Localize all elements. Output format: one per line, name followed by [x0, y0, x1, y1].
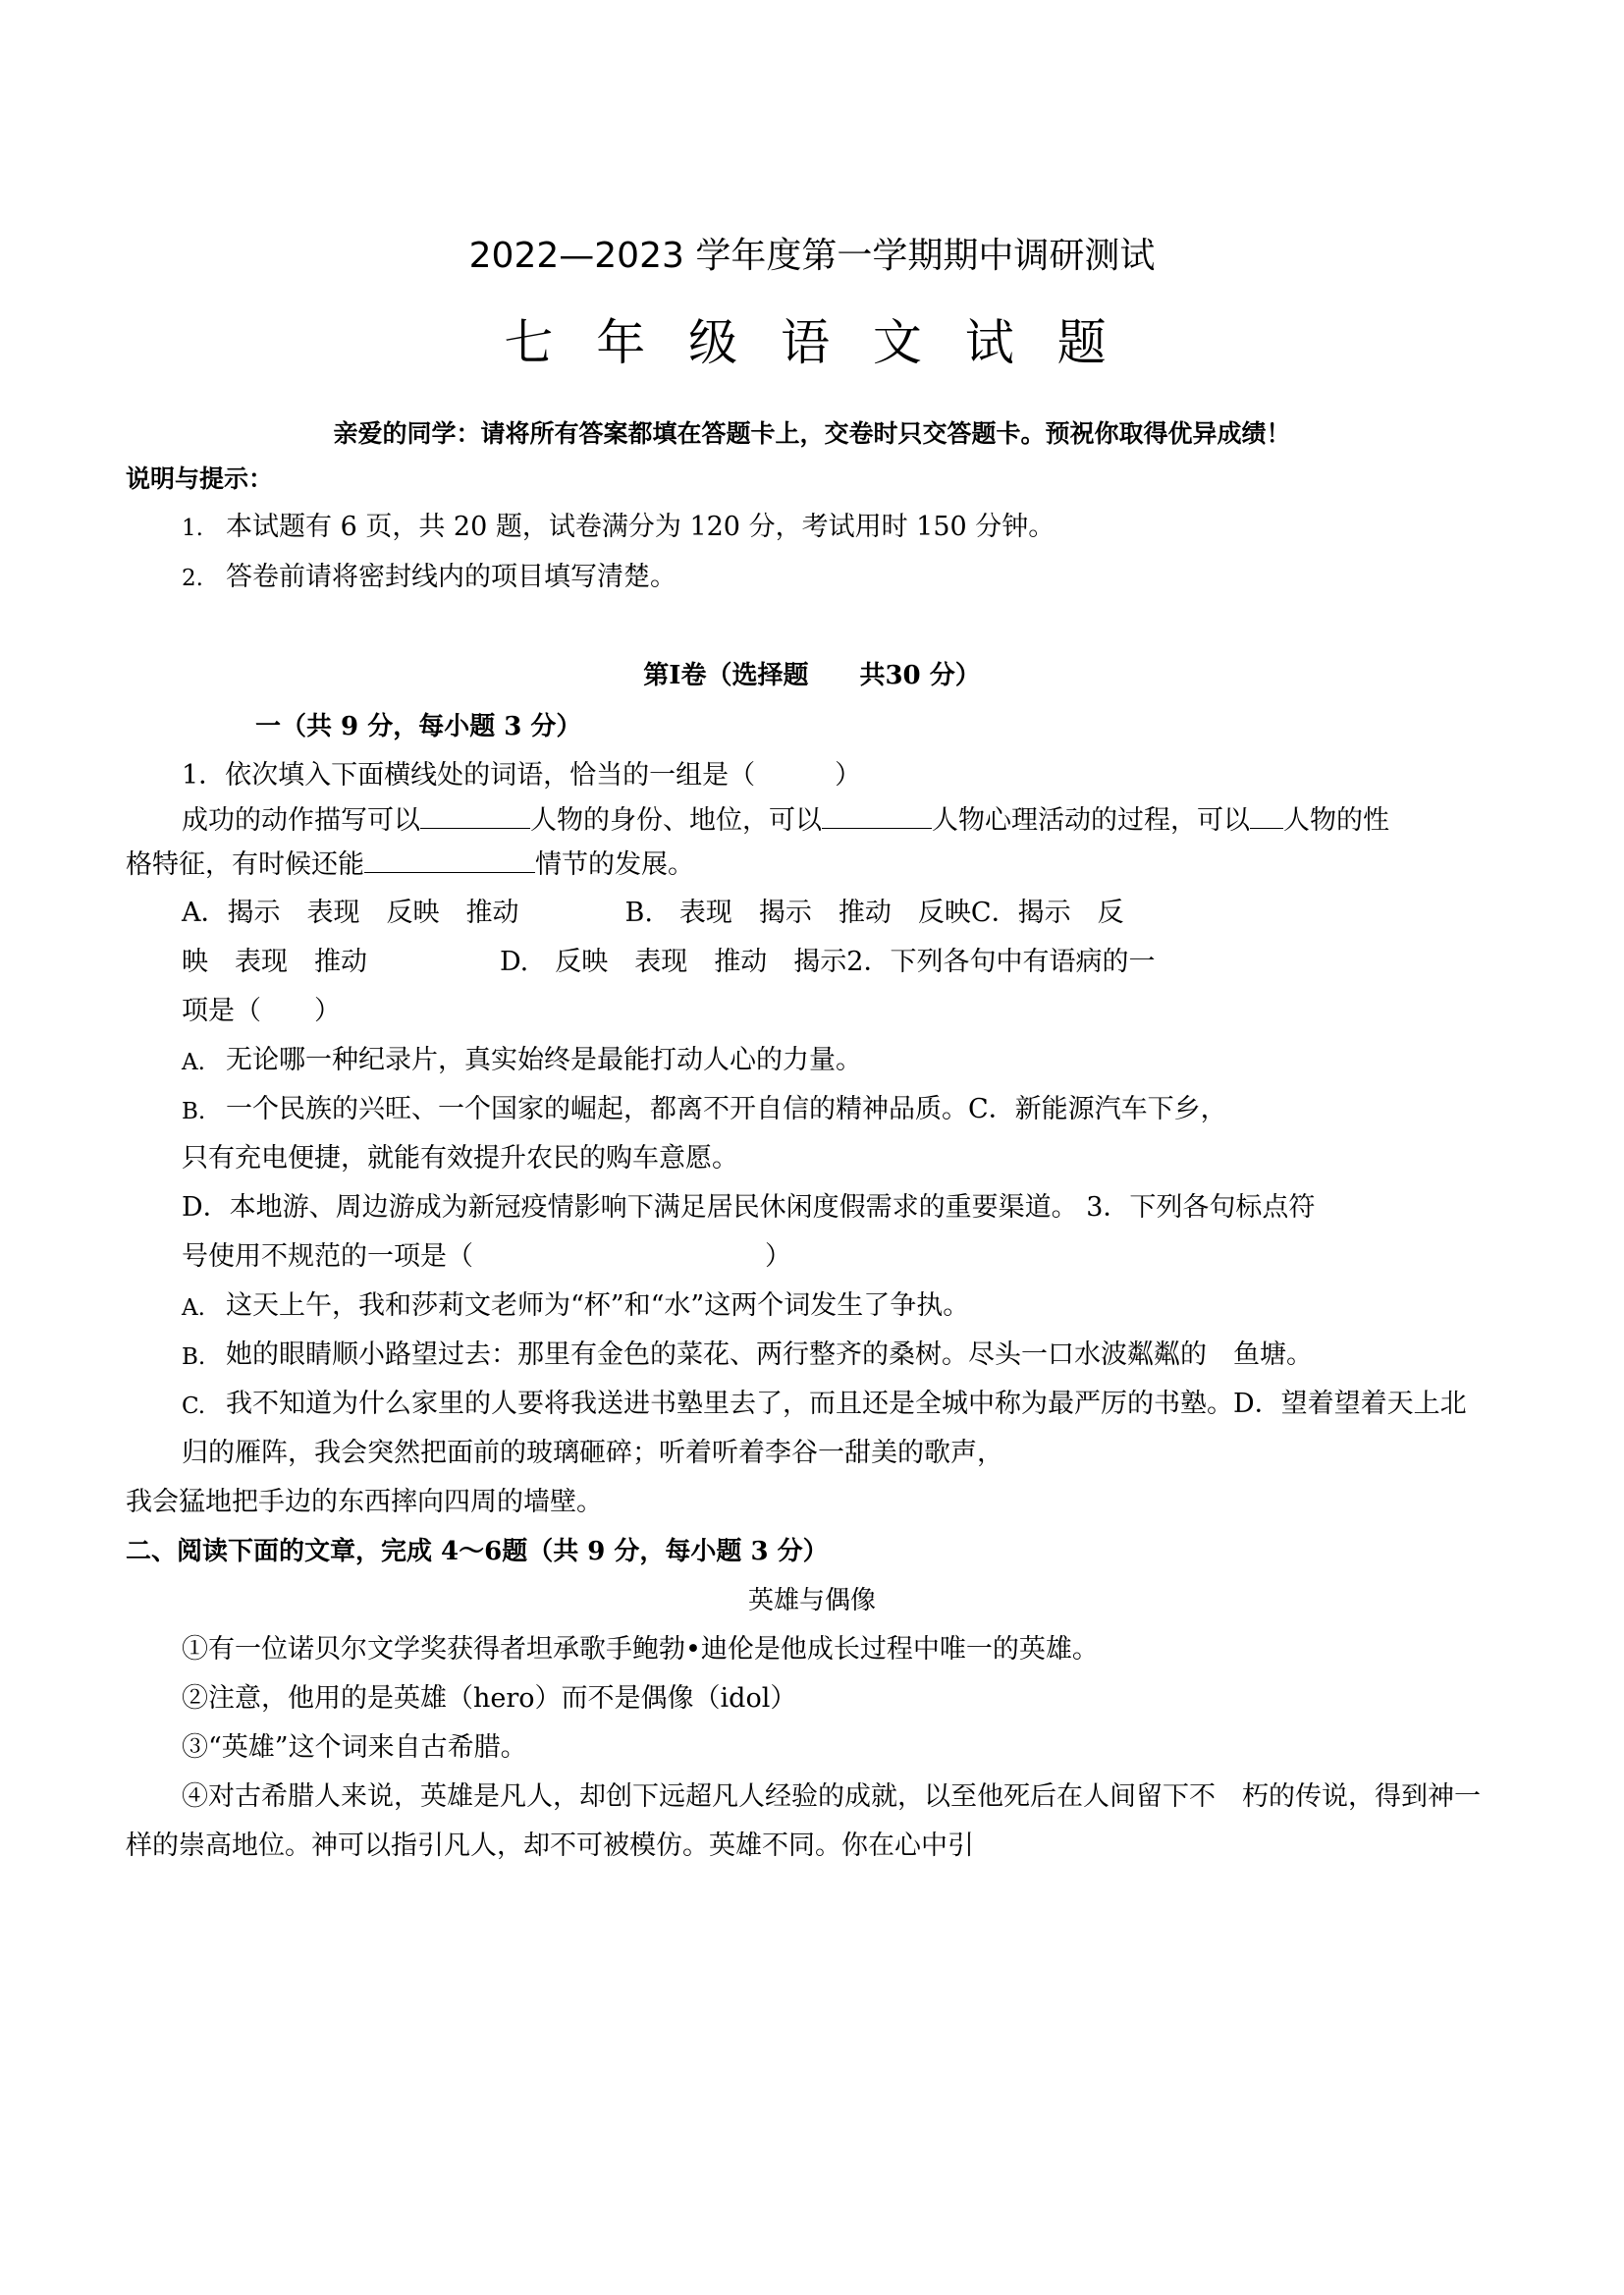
q1-options-line: A．揭示 表现 反映 推动 B. 表现 揭示 推动 反映C．揭示 反 [182, 898, 1124, 928]
instructions-heading: 说明与提示： [126, 464, 274, 493]
section2-heading: 二、阅读下面的文章，完成 4～6题（共 9 分，每小题 3 分） [126, 1537, 829, 1566]
q3-option-d: 归的雁阵，我会突然把面前的玻璃砸碎；听着听着李谷一甜美的歌声， [182, 1438, 1003, 1468]
fill-blank [1250, 802, 1283, 829]
option-label: A. [182, 1050, 205, 1075]
article-paragraph: ④对古希腊人来说，英雄是凡人，却创下远超凡人经验的成就，以至他死后在人间留下不 朽的传说，得到神一 [182, 1781, 1481, 1812]
q3-option-a: 这天上午，我和莎莉文老师为“杯”和“水”这两个词发生了争执。 [226, 1290, 970, 1321]
q2-option-d: D．本地游、周边游成为新冠疫情影响下满足居民休闲度假需求的重要渠道。 3．下列各句标点符 [182, 1192, 1316, 1223]
option-label: C. [182, 1393, 206, 1419]
option-label: A. [182, 1295, 205, 1321]
q2-stem: 项是（ ） [182, 996, 341, 1026]
instruction-text: 答卷前请将密封线内的项目填写清楚。 [226, 562, 677, 592]
exam-title: 2022—2023 学年度第一学期期中调研测试 [468, 236, 1156, 276]
q3-stem: 号使用不规范的一项是（ ） [182, 1241, 791, 1272]
q2-option-c: 只有充电便捷，就能有效提升农民的购车意愿。 [182, 1143, 738, 1174]
instruction-number: 2. [182, 566, 203, 591]
article-paragraph: ③“英雄”这个词来自古希腊。 [182, 1732, 527, 1763]
q1-text: 人物的身份、地位，可以 [530, 805, 822, 836]
fill-blank [420, 802, 530, 829]
instruction-text: 本试题有 6 页，共 20 题，试卷满分为 120 分，考试用时 150 分钟。 [226, 512, 1056, 542]
q2-option-a: 无论哪一种纪录片，真实始终是最能打动人心的力量。 [226, 1045, 862, 1075]
fill-blank [364, 847, 535, 873]
q3-option-b: 她的眼睛顺小路望过去：那里有金色的菜花、两行整齐的桑树。尽头一口水波粼粼的 鱼塘。 [226, 1339, 1313, 1370]
q1-text: 情节的发展。 [535, 849, 694, 880]
q1-text: 成功的动作描写可以 [182, 805, 420, 836]
q3-option-d: 我会猛地把手边的东西摔向四周的墙壁。 [126, 1487, 603, 1517]
part1-heading: 第Ⅰ卷（选择题 共30 分） [643, 661, 981, 690]
section1-heading: 一（共 9 分，每小题 3 分） [255, 712, 582, 741]
article-title: 英雄与偶像 [747, 1586, 876, 1615]
q2-option-b: 一个民族的兴旺、一个国家的崛起，都离不开自信的精神品质。C．新能源汽车下乡， [226, 1094, 1227, 1124]
q1-text: 人物的性 [1283, 805, 1389, 836]
instruction-number: 1. [182, 516, 203, 541]
q1-options-line: 映 表现 推动 D. 反映 表现 推动 揭示2．下列各句中有语病的一 [182, 947, 1156, 977]
q1-text: 格特征，有时候还能 [126, 849, 364, 880]
subject-title: 七 年 级 语 文 试 题 [504, 314, 1120, 371]
q3-option-c: 我不知道为什么家里的人要将我送进书塾里去了，而且还是全城中称为最严厉的书塾。D．望着望着天上北 [226, 1389, 1467, 1419]
article-paragraph: 样的崇高地位。神可以指引凡人，却不可被模仿。英雄不同。你在心中引 [126, 1831, 974, 1861]
article-paragraph: ①有一位诺贝尔文学奖获得者坦承歌手鲍勃•迪伦是他成长过程中唯一的英雄。 [182, 1634, 1099, 1665]
option-label: B. [182, 1344, 206, 1370]
q1-text: 人物心理活动的过程，可以 [932, 805, 1250, 836]
q1-fill-line-1 [182, 802, 1389, 839]
greeting-text: 亲爱的同学：请将所有答案都填在答题卡上，交卷时只交答题卡。预祝你取得优异成绩！ [333, 419, 1291, 448]
q1-fill-line-2 [126, 847, 694, 883]
q1-stem: 1．依次填入下面横线处的词语，恰当的一组是（ ） [182, 760, 862, 791]
option-label: B. [182, 1099, 206, 1124]
fill-blank [822, 802, 932, 829]
article-paragraph: ②注意，他用的是英雄（hero）而不是偶像（idol） [182, 1683, 797, 1714]
